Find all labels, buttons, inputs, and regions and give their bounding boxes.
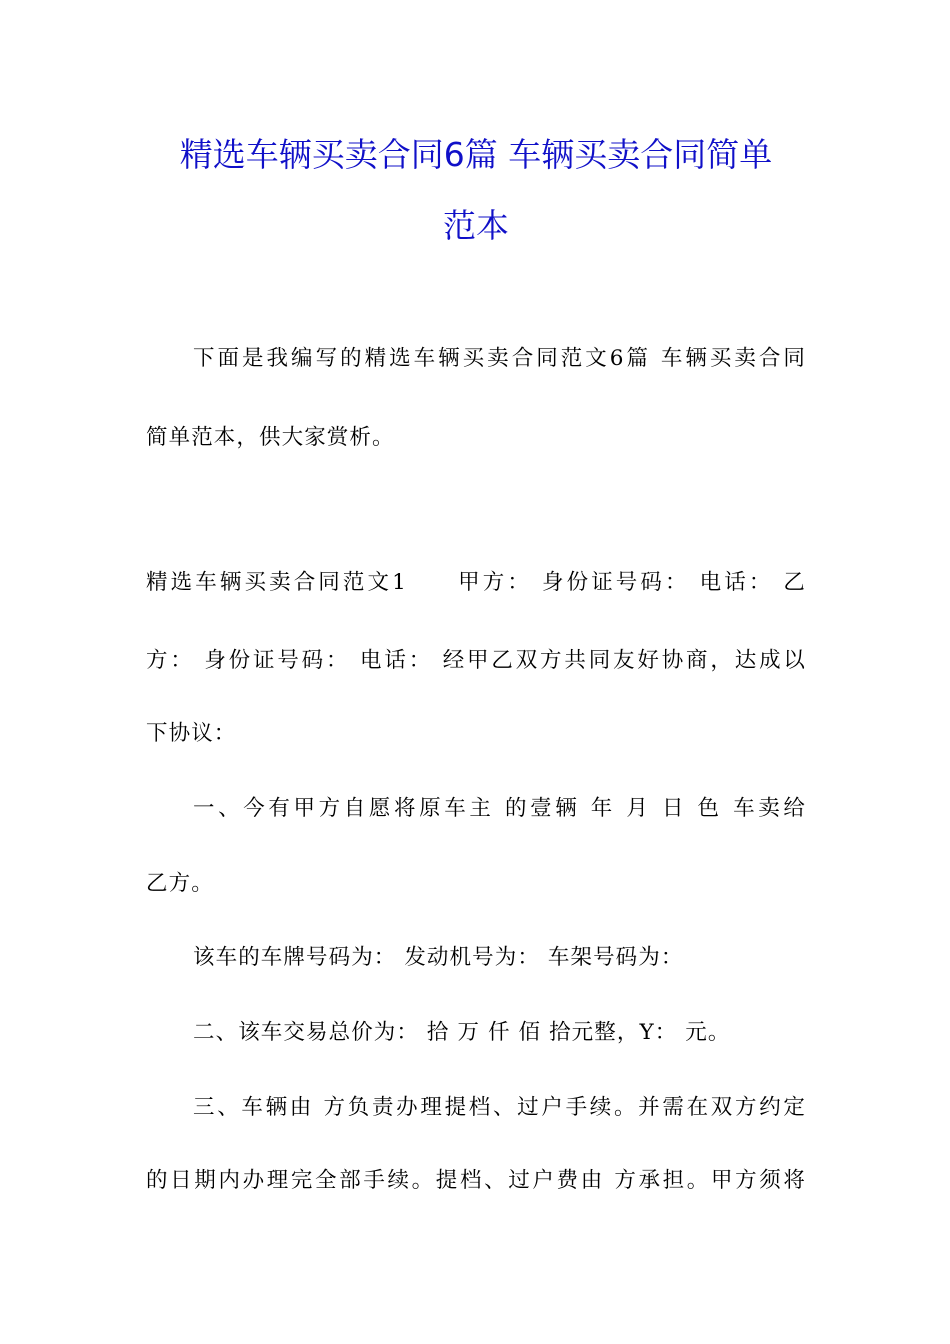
paragraph-1-line-1: 精选车辆买卖合同范文1 甲方： 身份证号码： 电话： 乙 <box>146 570 806 595</box>
paragraph-3-line-1: 该车的车牌号码为： 发动机号为： 车架号码为： <box>193 945 684 970</box>
paragraph-2-line-1: 一、今有甲方自愿将原车主 的壹辆 年 月 日 色 车卖给 <box>193 796 806 821</box>
intro-line-2: 简单范本，供大家赏析。 <box>146 425 395 450</box>
paragraph-2-line-2: 乙方。 <box>146 871 214 896</box>
document-title-line-2: 范本 <box>443 206 509 245</box>
paragraph-5-line-1: 三、车辆由 方负责办理提档、过户手续。并需在双方约定 <box>193 1095 806 1120</box>
paragraph-5-line-2: 的日期内办理完全部手续。提档、过户费由 方承担。甲方须将 <box>146 1168 806 1193</box>
paragraph-4-line-1: 二、该车交易总价为： 拾 万 仟 佰 拾元整，Y： 元。 <box>193 1020 731 1045</box>
paragraph-1-line-2: 方： 身份证号码： 电话： 经甲乙双方共同友好协商，达成以 <box>146 648 806 673</box>
intro-line-1: 下面是我编写的精选车辆买卖合同范文6篇 车辆买卖合同 <box>193 346 806 371</box>
paragraph-1-line-3: 下协议： <box>146 721 237 746</box>
document-title-line-1: 精选车辆买卖合同6篇 车辆买卖合同简单 <box>179 135 773 174</box>
